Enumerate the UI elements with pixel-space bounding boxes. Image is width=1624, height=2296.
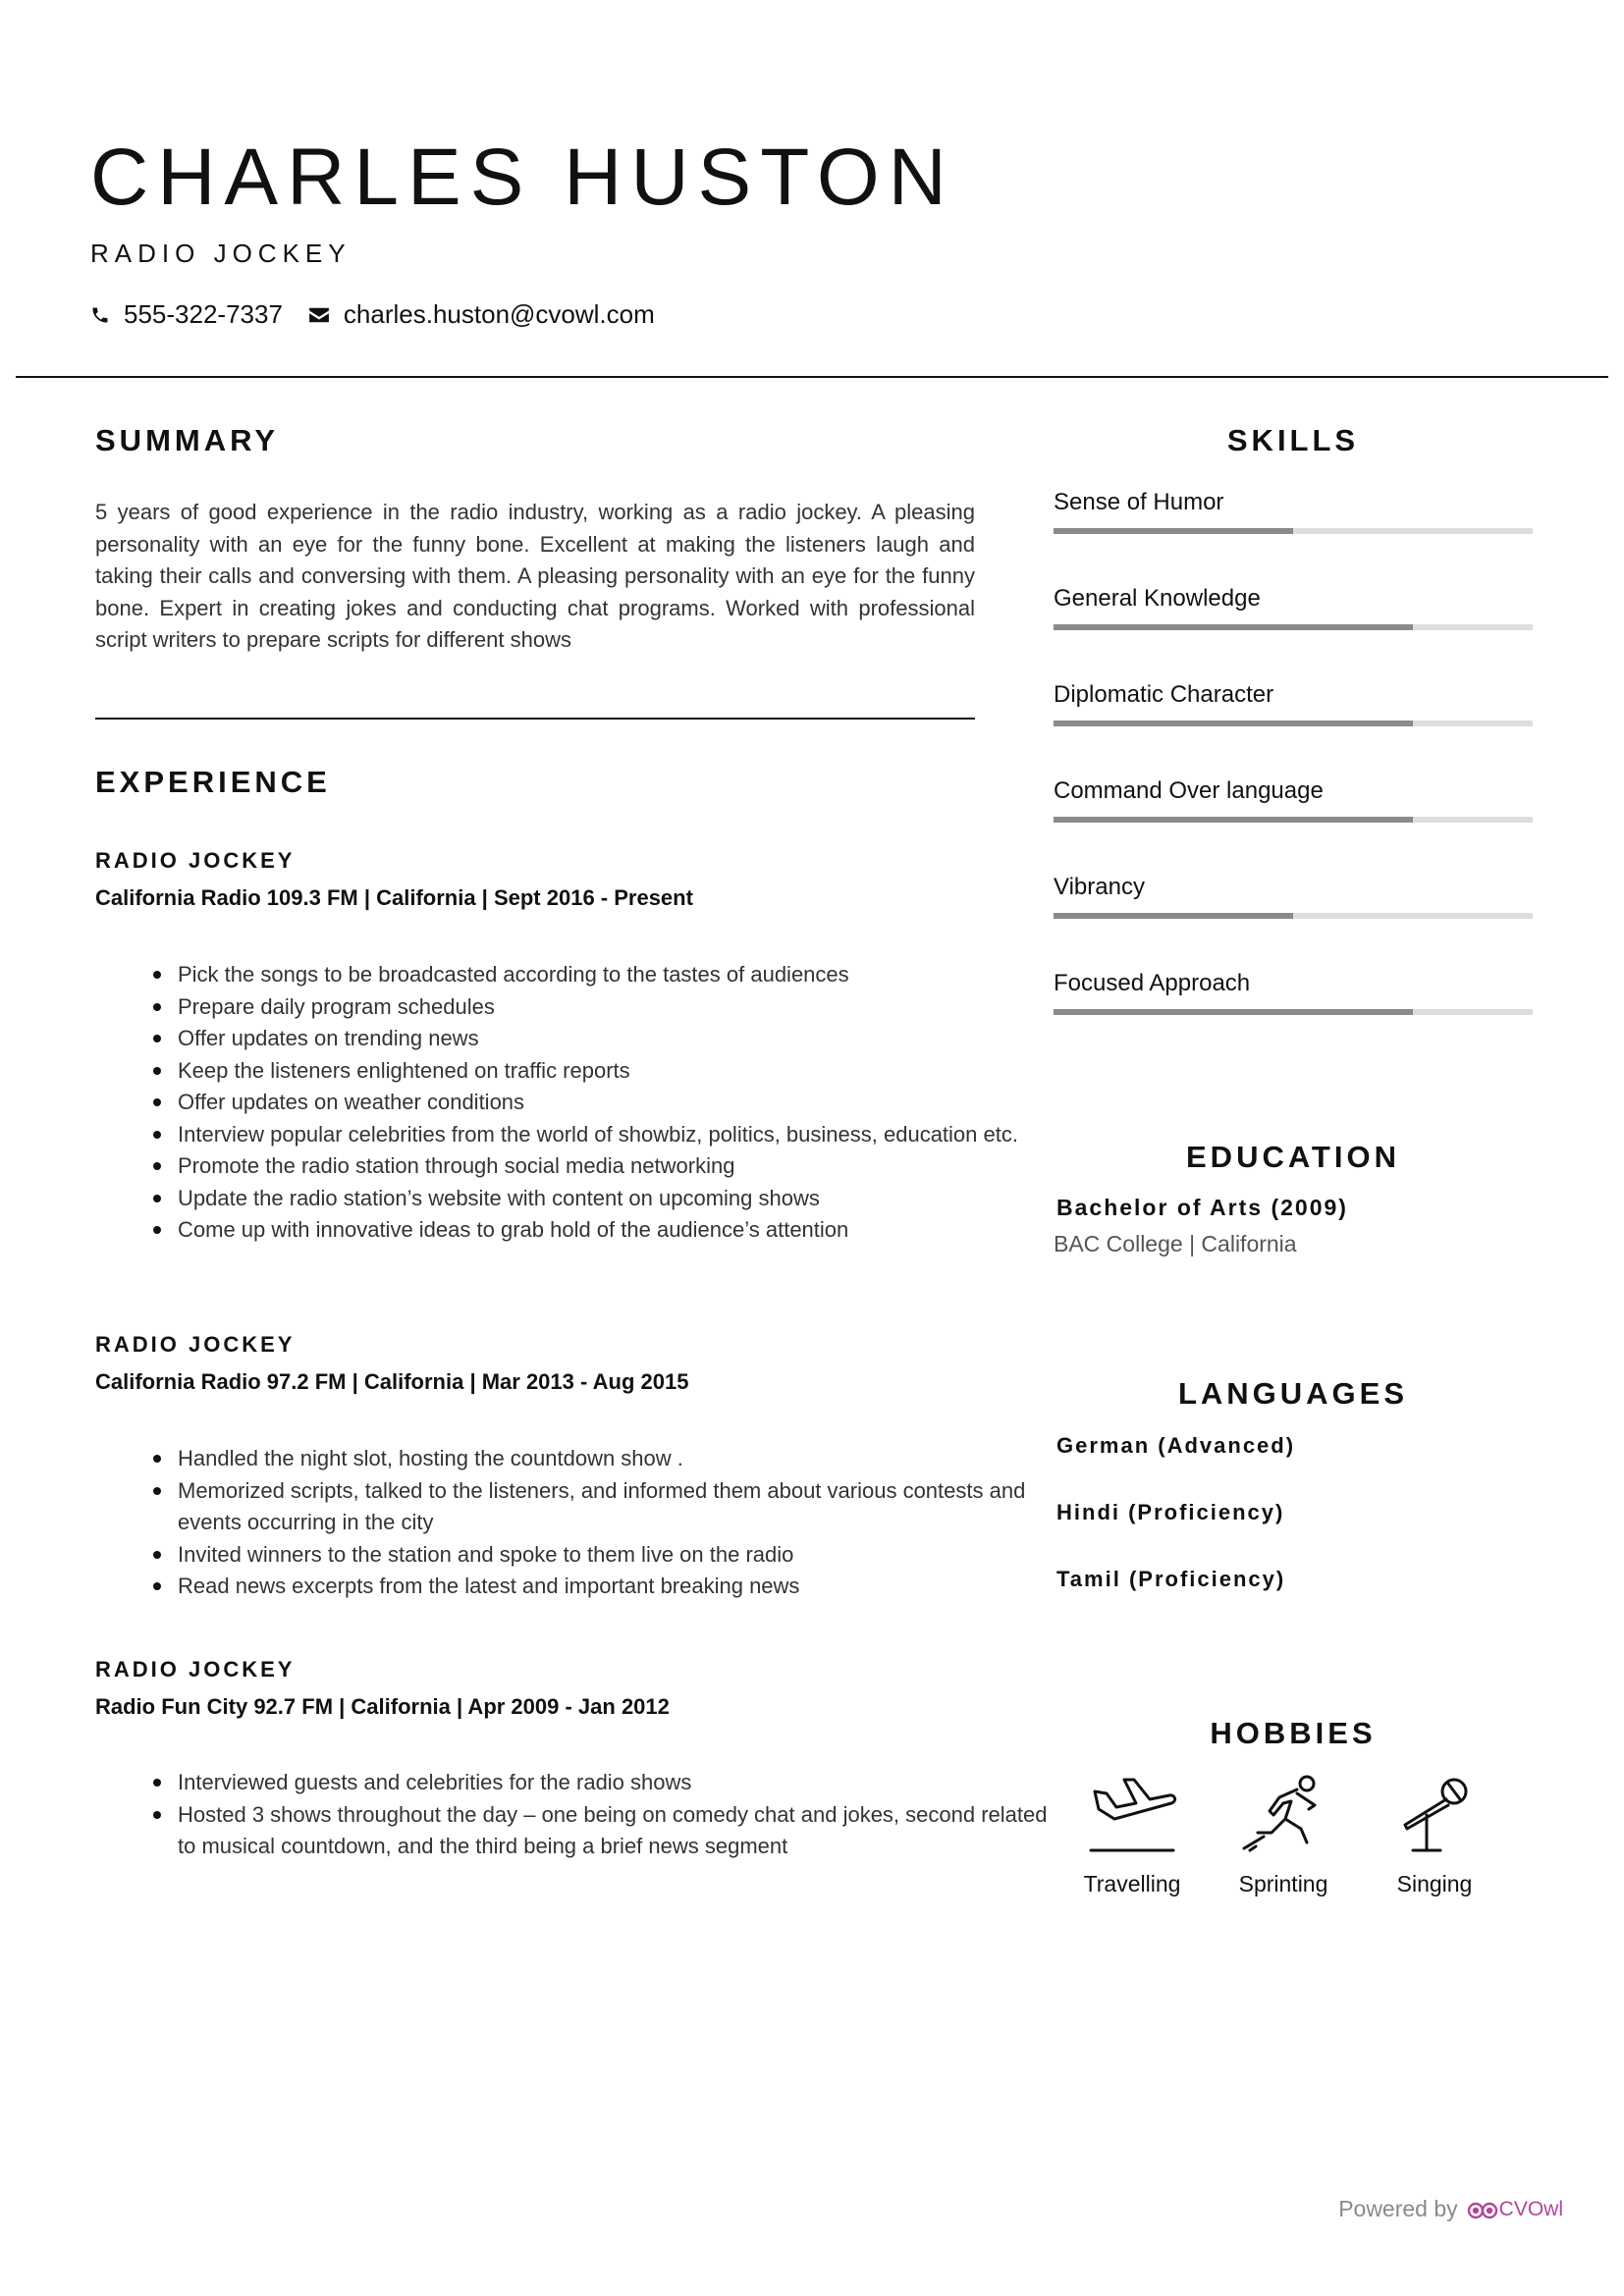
skill-bar-fill bbox=[1054, 624, 1413, 630]
hobby-label: Singing bbox=[1396, 1871, 1473, 1896]
skill-bar-track bbox=[1054, 1009, 1533, 1015]
email-contact bbox=[308, 299, 655, 330]
cvowl-logo[interactable] bbox=[1466, 2198, 1563, 2221]
skill-row bbox=[1054, 489, 1533, 534]
email-address: charles.huston@cvowl.com bbox=[343, 299, 655, 329]
languages-title: LANGUAGES bbox=[1177, 1376, 1409, 1411]
skill-bar-fill bbox=[1054, 817, 1413, 823]
skill-bar-fill bbox=[1054, 721, 1413, 726]
skill-bar-fill bbox=[1054, 1009, 1413, 1015]
list-item: Keep the listeners enlightened on traffic reports bbox=[178, 1055, 1061, 1088]
skill-name: Vibrancy bbox=[1054, 874, 1145, 900]
job-meta: California Radio 97.2 FM | California | Mar 2013 - Aug 2015 bbox=[95, 1369, 689, 1394]
skill-name: Sense of Humor bbox=[1054, 489, 1224, 515]
skill-bar-track bbox=[1054, 913, 1533, 919]
skill-bar-fill bbox=[1054, 913, 1293, 919]
airplane-takeoff-icon bbox=[1085, 1843, 1179, 1860]
list-item: Offer updates on trending news bbox=[178, 1023, 1061, 1055]
skill-bar-track bbox=[1054, 528, 1533, 534]
list-item: Invited winners to the station and spoke to them live on the radio bbox=[178, 1539, 1061, 1572]
education-degree: Bachelor of Arts (2009) bbox=[1056, 1195, 1348, 1220]
candidate-name: CHARLES HUSTON bbox=[90, 133, 955, 222]
list-item: Update the radio station’s website with content on upcoming shows bbox=[178, 1183, 1061, 1215]
job-meta: Radio Fun City 92.7 FM | California | Apr 2009 - Jan 2012 bbox=[95, 1694, 670, 1719]
owl-icon bbox=[1466, 2199, 1499, 2220]
job-bullets bbox=[95, 1767, 1061, 1863]
hobby-sprinting bbox=[1210, 1772, 1357, 1897]
summary-text: 5 years of good experience in the radio industry, working as a radio jockey. A pleasing personality with an eye for the funny bone. Excellent at making the listeners laugh and taking their calls and conversing with them. A pleasing personality with an eye for the funny bone. Expert in creating jokes and conducting chat programs. Worked with professional script writers to prepare scripts for different shows bbox=[95, 500, 975, 652]
list-item: Read news excerpts from the latest and important breaking news bbox=[178, 1571, 1061, 1603]
phone-icon bbox=[90, 305, 110, 325]
education-title: EDUCATION bbox=[1186, 1140, 1400, 1174]
microphone-icon bbox=[1387, 1843, 1482, 1860]
list-item: Pick the songs to be broadcasted according to the tastes of audiences bbox=[178, 959, 1061, 991]
skill-row bbox=[1054, 970, 1533, 1015]
skills-title: SKILLS bbox=[1226, 423, 1360, 457]
list-item: Interview popular celebrities from the world of showbiz, politics, business, education etc. bbox=[178, 1119, 1061, 1151]
skill-row bbox=[1054, 681, 1533, 726]
envelope-icon bbox=[308, 306, 330, 324]
phone-number: 555-322-7337 bbox=[124, 299, 283, 329]
list-item: Memorized scripts, talked to the listeners, and informed them about various contests and events occurring in the city bbox=[178, 1475, 1061, 1539]
sprinter-icon bbox=[1236, 1843, 1330, 1860]
candidate-role: RADIO JOCKEY bbox=[90, 239, 352, 268]
phone-contact bbox=[90, 299, 283, 330]
list-item: Promote the radio station through social media networking bbox=[178, 1150, 1061, 1183]
skill-name: Focused Approach bbox=[1054, 970, 1251, 996]
language-item: Hindi (Proficiency) bbox=[1056, 1500, 1285, 1524]
brand-name: CVOwl bbox=[1498, 2197, 1563, 2220]
education-school: BAC College | California bbox=[1054, 1231, 1297, 1256]
skill-row bbox=[1054, 585, 1533, 630]
skill-name: Command Over language bbox=[1054, 777, 1324, 804]
language-item: German (Advanced) bbox=[1056, 1433, 1296, 1458]
list-item: Offer updates on weather conditions bbox=[178, 1087, 1061, 1119]
hobbies-title: HOBBIES bbox=[1210, 1716, 1377, 1750]
skill-bar-fill bbox=[1054, 528, 1293, 534]
header-divider bbox=[16, 376, 1608, 378]
list-item: Interviewed guests and celebrities for the radio shows bbox=[178, 1767, 1061, 1799]
skill-name: Diplomatic Character bbox=[1054, 681, 1274, 708]
list-item: Handled the night slot, hosting the countdown show . bbox=[178, 1443, 1061, 1475]
skill-name: General Knowledge bbox=[1054, 585, 1261, 612]
summary-title: SUMMARY bbox=[95, 423, 280, 457]
list-item: Prepare daily program schedules bbox=[178, 991, 1061, 1024]
job-meta: California Radio 109.3 FM | California | Sept 2016 - Present bbox=[95, 885, 693, 910]
hobby-singing bbox=[1361, 1772, 1508, 1897]
hobby-travelling bbox=[1058, 1772, 1206, 1897]
language-item: Tamil (Proficiency) bbox=[1056, 1567, 1286, 1591]
list-item: Hosted 3 shows throughout the day – one being on comedy chat and jokes, second related to musical countdown, and the third being a brief news segment bbox=[178, 1799, 1061, 1863]
job-title: RADIO JOCKEY bbox=[95, 848, 296, 873]
powered-by-text: Powered by bbox=[1338, 2196, 1458, 2221]
summary-divider bbox=[95, 718, 975, 720]
job-bullets bbox=[95, 1443, 1061, 1603]
skill-row bbox=[1054, 777, 1533, 823]
job-bullets bbox=[95, 959, 1061, 1247]
skill-row bbox=[1054, 874, 1533, 919]
job-title: RADIO JOCKEY bbox=[95, 1657, 296, 1682]
contact-bar bbox=[90, 299, 680, 330]
list-item: Come up with innovative ideas to grab hold of the audience’s attention bbox=[178, 1214, 1061, 1247]
skill-bar-track bbox=[1054, 721, 1533, 726]
hobby-label: Sprinting bbox=[1238, 1871, 1328, 1896]
skill-bar-track bbox=[1054, 624, 1533, 630]
skill-bar-track bbox=[1054, 817, 1533, 823]
powered-by bbox=[1338, 2196, 1563, 2222]
experience-title: EXPERIENCE bbox=[95, 765, 331, 799]
job-title: RADIO JOCKEY bbox=[95, 1332, 296, 1357]
hobby-label: Travelling bbox=[1083, 1871, 1181, 1896]
